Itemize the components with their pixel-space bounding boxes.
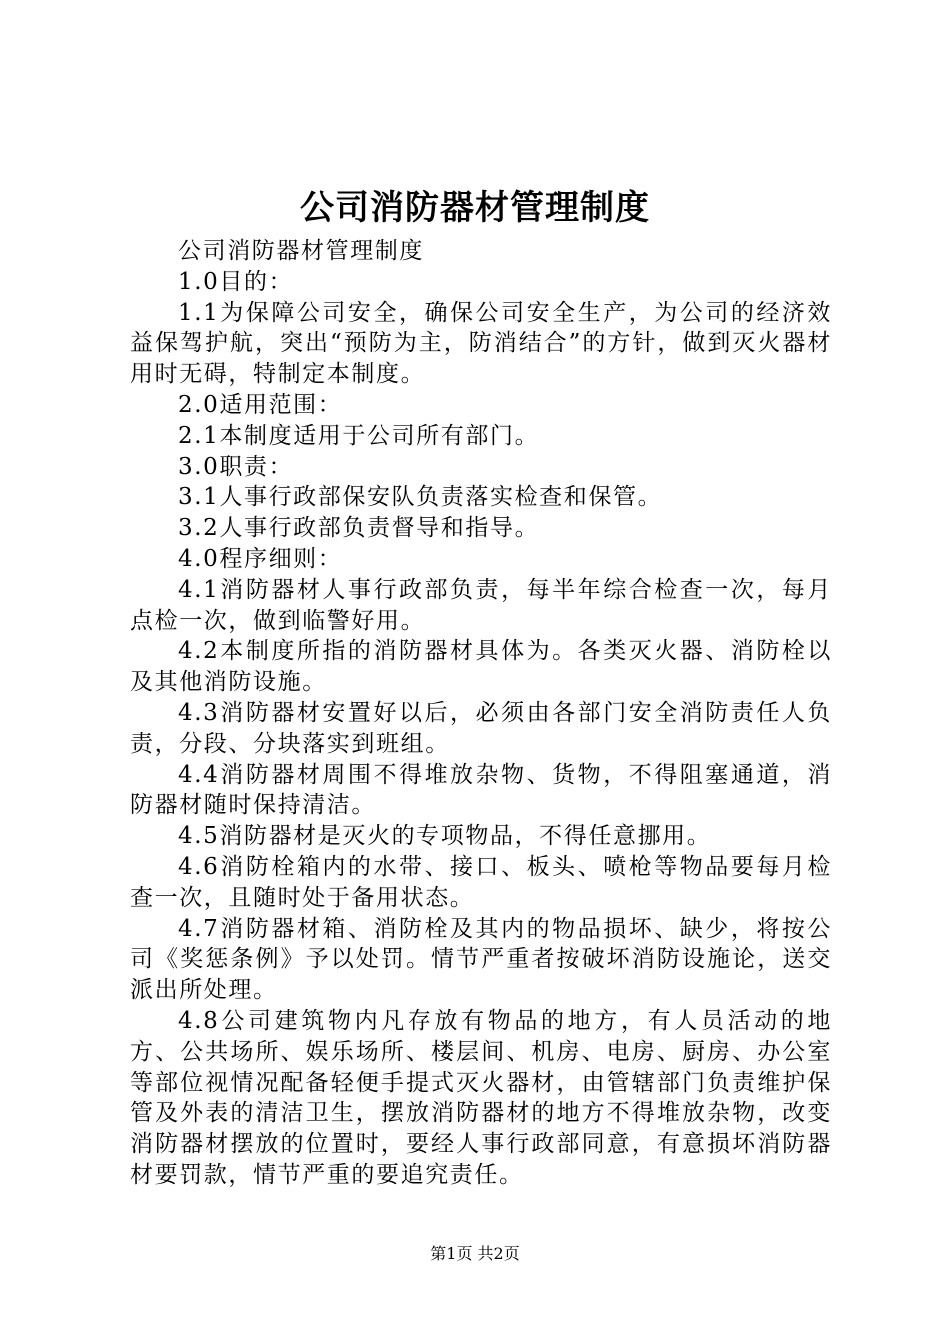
document-title: 公司消防器材管理制度	[300, 188, 650, 228]
paragraph-section-3-0: 3.0职责：	[178, 453, 294, 480]
paragraph-heading: 公司消防器材管理制度	[178, 238, 424, 264]
page-number-footer: 第1页 共2页	[430, 1244, 520, 1263]
paragraph-section-1-0: 1.0目的：	[178, 268, 294, 295]
paragraph-section-2-0: 2.0适用范围：	[178, 391, 343, 418]
paragraph-section-4-1: 4.1消防器材人事行政部负责，每半年综合检查一次，每月点检一次，做到临警好用。	[130, 576, 832, 634]
paragraph-section-4-6: 4.6消防栓箱内的水带、接口、板头、喷枪等物品要每月检查一次，且随时处于备用状态。	[130, 853, 832, 911]
document-body	[130, 236, 832, 1191]
paragraph-section-2-1: 2.1本制度适用于公司所有部门。	[178, 422, 540, 449]
paragraph-section-4-3: 4.3消防器材安置好以后，必须由各部门安全消防责任人负责，分段、分块落实到班组。	[130, 699, 832, 757]
paragraph-section-4-0: 4.0程序细则：	[178, 545, 343, 572]
paragraph-section-1-1: 1.1为保障公司安全，确保公司安全生产，为公司的经济效益保驾护航，突出“预防为主，防消结合”的方针，做到灭火器材用时无碍，特制定本制度。	[130, 299, 832, 388]
paragraph-section-4-5: 4.5消防器材是灭火的专项物品，不得任意挪用。	[178, 823, 712, 850]
paragraph-section-3-1: 3.1人事行政部保安队负责落实检查和保管。	[178, 484, 663, 511]
paragraph-section-4-2: 4.2本制度所指的消防器材具体为。各类灭火器、消防栓以及其他消防设施。	[130, 638, 832, 696]
paragraph-section-3-2: 3.2人事行政部负责督导和指导。	[178, 515, 540, 542]
paragraph-section-4-7: 4.7消防器材箱、消防栓及其内的物品损坏、缺少，将按公司《奖惩条例》予以处罚。情节严重者按破坏消防设施论，送交派出所处理。	[130, 915, 832, 1004]
paragraph-section-4-4: 4.4消防器材周围不得堆放杂物、货物，不得阻塞通道，消防器材随时保持清洁。	[130, 761, 832, 819]
paragraph-section-4-8: 4.8公司建筑物内凡存放有物品的地方，有人员活动的地方、公共场所、娱乐场所、楼层间、机房、电房、厨房、办公室等部位视情况配备轻便手提式灭火器材，由管辖部门负责维护保管及外表的清洁卫生，摆放消防器材的地方不得堆放杂物，改变消防器材摆放的位置时，要经人事行政部同意，有意损坏消防器材要罚款，情节严重的要追究责任。	[130, 1007, 832, 1188]
